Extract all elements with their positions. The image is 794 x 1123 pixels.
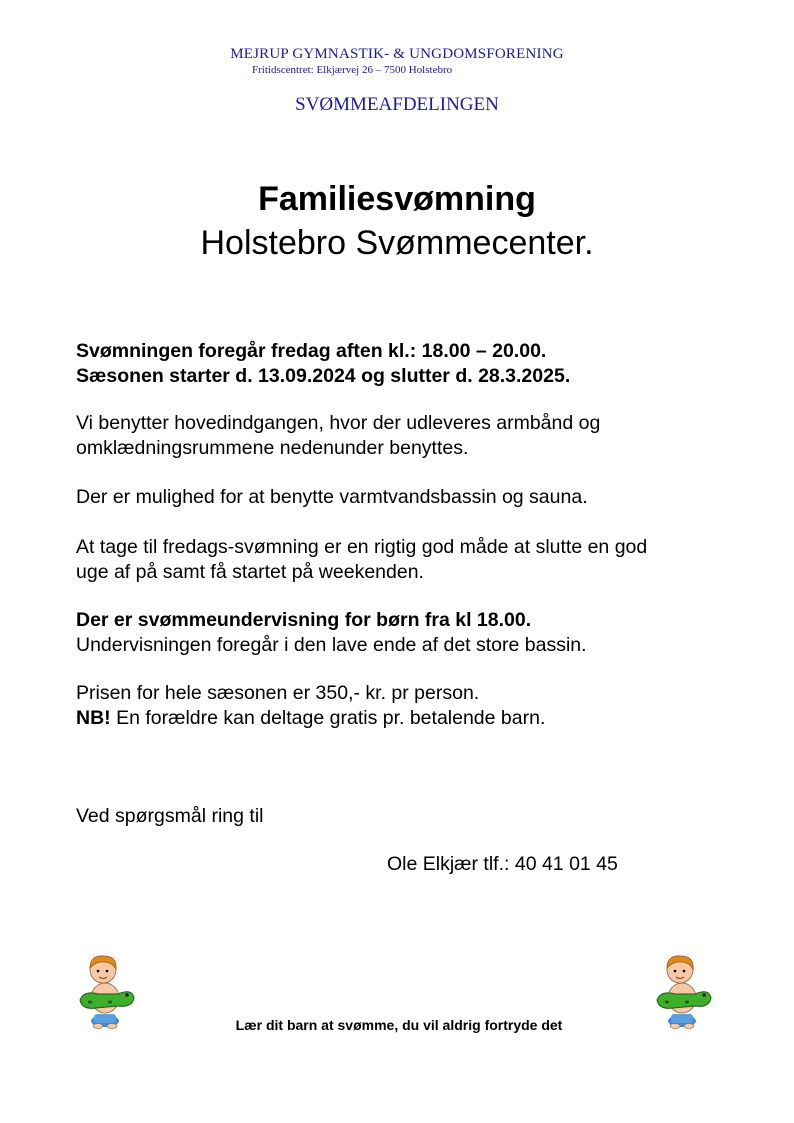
season-dates-line: Sæsonen starter d. 13.09.2024 og slutter d. 28.3.2025. [76,365,571,387]
nb-line [76,706,736,731]
page-subtitle: Holstebro Svømmecenter. [200,224,594,262]
organization-name: MEJRUP GYMNASTIK- & UNGDOMSFORENING [230,46,564,62]
department-name: SVØMMEAFDELINGEN [295,94,499,115]
entrance-line-2: omklædningsrummene nedenunder benyttes. [76,437,469,459]
schedule-paragraph [76,339,736,389]
lessons-paragraph [76,608,736,658]
lessons-line-1: Der er svømmeundervisning for børn fra kl 18.00. [76,609,532,631]
nb-text: En forældre kan deltage gratis pr. betalende barn. [110,707,546,729]
price-paragraph [76,681,736,731]
entrance-line-1: Vi benytter hovedindgangen, hvor der udleveres armbånd og [76,412,601,434]
contact-person: Ole Elkjær tlf.: 40 41 01 45 [387,853,618,875]
price-line: Prisen for hele sæsonen er 350,- kr. pr person. [76,682,480,704]
schedule-time-line: Svømningen foregår fredag aften kl.: 18.00 – 20.00. [76,340,547,362]
entrance-paragraph [76,411,736,461]
lessons-line-2: Undervisningen foregår i den lave ende af det store bassin. [76,634,587,656]
organization-address: Fritidscentret: Elkjærvej 26 – 7500 Holstebro [252,64,453,76]
friday-paragraph [76,535,736,585]
facilities-paragraph [76,485,736,510]
footer-slogan: Lær dit barn at svømme, du vil aldrig fortryde det [235,1017,563,1033]
friday-line-2: uge af på samt få startet på weekenden. [76,561,424,583]
friday-line-1: At tage til fredags-svømning er en rigtig god måde at slutte en god [76,536,648,558]
page-title: Familiesvømning [258,180,536,218]
facilities-line: Der er mulighed for at benytte varmtvandsbassin og sauna. [76,486,588,508]
contact-question: Ved spørgsmål ring til [76,805,264,827]
nb-label: NB! [76,707,111,729]
